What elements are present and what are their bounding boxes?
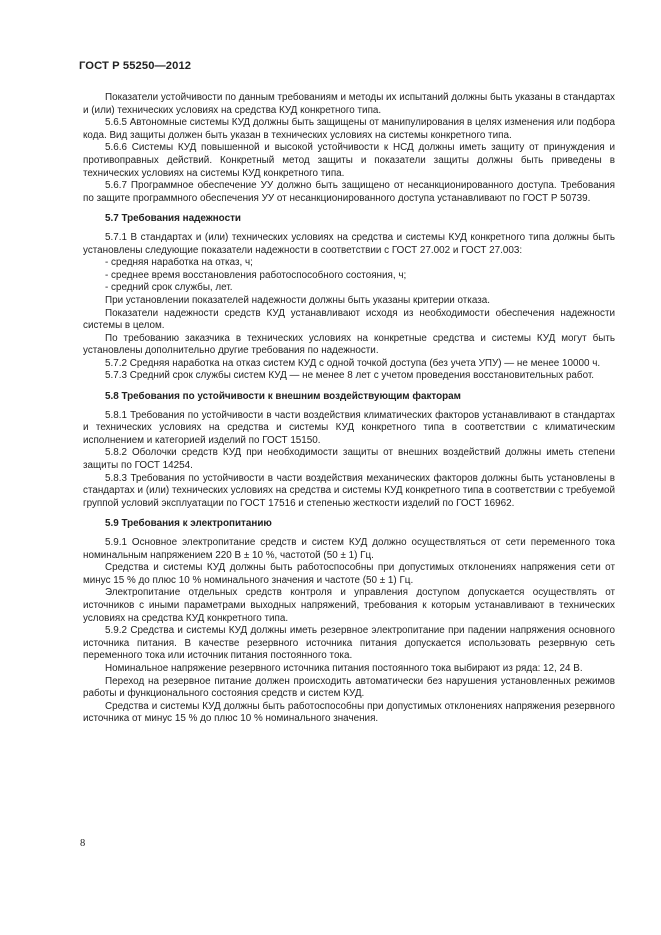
paragraph: При установлении показателей надежности должны быть указаны критерии отказа. bbox=[105, 294, 490, 306]
section-heading: 5.9 Требования к электропитанию bbox=[105, 518, 272, 530]
paragraph: Переход на резервное питание должен происходить автоматически без нарушения установленных режимов работы и функционального состояния средств и систем КУД. bbox=[83, 675, 615, 700]
list-item: - среднее время восстановления работоспособного состояния, ч; bbox=[105, 269, 407, 281]
page-number: 8 bbox=[80, 838, 86, 849]
section-heading: 5.7 Требования надежности bbox=[105, 213, 241, 225]
paragraph: 5.8.1 Требования по устойчивости в части воздействия климатических факторов устанавливают в стандартах и технических условиях на средства и системы КУД конкретного типа в соответствии с климатическим исполнением и категорией изделий по ГОСТ 15150. bbox=[83, 409, 615, 446]
paragraph: 5.7.3 Средний срок службы систем КУД — не менее 8 лет с учетом проведения восстановительных работ. bbox=[105, 370, 595, 382]
paragraph: 5.7.2 Средняя наработка на отказ систем КУД с одной точкой доступа (без учета УПУ) — не менее 10000 ч. bbox=[105, 357, 601, 369]
paragraph: По требованию заказчика в технических условиях на конкретные средства и системы КУД могут быть установлены дополнительно другие требования по надежности. bbox=[83, 332, 615, 357]
paragraph: 5.7.1 В стандартах и (или) технических условиях на средства и системы КУД конкретного типа должны быть установлены следующие показатели надежности в соответствии с ГОСТ 27.002 и ГОСТ 27.003: bbox=[83, 231, 615, 256]
paragraph: 5.9.1 Основное электропитание средств и систем КУД должно осуществляться от сети переменного тока номинальным напряжением 220 В ± 10 %, частотой (50 ± 1) Гц. bbox=[83, 537, 615, 561]
document-body bbox=[83, 92, 615, 726]
paragraph: Средства и системы КУД должны быть работоспособны при допустимых отклонениях напряжения сети от минус 15 % до плюс 10 % номинального значения и частоте (50 ± 1) Гц. bbox=[83, 562, 615, 586]
paragraph: Электропитание отдельных средств контроля и управления доступом допускается осуществлять от источников с иными параметрами выходных напряжений, требования к которым устанавливают в технических условиях на средства КУД конкретного типа. bbox=[83, 587, 615, 624]
paragraph: 5.9.2 Средства и системы КУД должны иметь резервное электропитание при падении напряжения основного источника питания. В качестве резервного источника питания допускается использовать резервную сеть переменного тока или источник питания постоянного тока. bbox=[83, 625, 615, 662]
document-header: ГОСТ Р 55250—2012 bbox=[79, 60, 192, 72]
paragraph: 5.6.5 Автономные системы КУД должны быть защищены от манипулирования в целях изменения или подбора кода. Вид защиты должен быть указан в технических условиях на системы конкретного типа. bbox=[83, 117, 615, 141]
list-item: - средний срок службы, лет. bbox=[105, 282, 233, 294]
paragraph: 5.6.6 Системы КУД повышенной и высокой устойчивости к НСД должны иметь защиту от принуждения и противоправных действий. Конкретный метод защиты и показатели защиты должны быть приведены в технических условиях на системы КУД конкретного типа. bbox=[83, 142, 615, 179]
section-heading: 5.8 Требования по устойчивости к внешним воздействующим факторам bbox=[105, 391, 461, 403]
paragraph: Номинальное напряжение резервного источника питания постоянного тока выбирают из ряда: 12, 24 В. bbox=[105, 662, 583, 674]
paragraph: Средства и системы КУД должны быть работоспособны при допустимых отклонениях напряжения резервного источника от минус 15 % до плюс 10 % номинального значения. bbox=[83, 700, 615, 725]
paragraph: 5.8.3 Требования по устойчивости в части воздействия механических факторов должны быть установлены в стандартах и (или) технических условиях на средства и системы КУД конкретного типа в соответствии с требуемой группой условий эксплуатации по ГОСТ 17516 и степенью жесткости изделий по ГОСТ 16962. bbox=[83, 472, 615, 509]
paragraph: Показатели надежности средств КУД устанавливают исходя из необходимости обеспечения надежности системы в целом. bbox=[83, 307, 615, 332]
paragraph: 5.6.7 Программное обеспечение УУ должно быть защищено от несанкционированного доступа. Требования по защите программного обеспечения УУ от несанкционированного доступа устанавливают по ГОСТ Р 50739. bbox=[83, 180, 615, 204]
list-item: - средняя наработка на отказ, ч; bbox=[105, 257, 253, 269]
paragraph: 5.8.2 Оболочки средств КУД при необходимости защиты от внешних воздействий должны иметь степени защиты по ГОСТ 14254. bbox=[83, 447, 615, 472]
paragraph: Показатели устойчивости по данным требованиям и методы их испытаний должны быть указаны в стандартах и (или) технических условиях на средства КУД конкретного типа. bbox=[83, 92, 615, 116]
